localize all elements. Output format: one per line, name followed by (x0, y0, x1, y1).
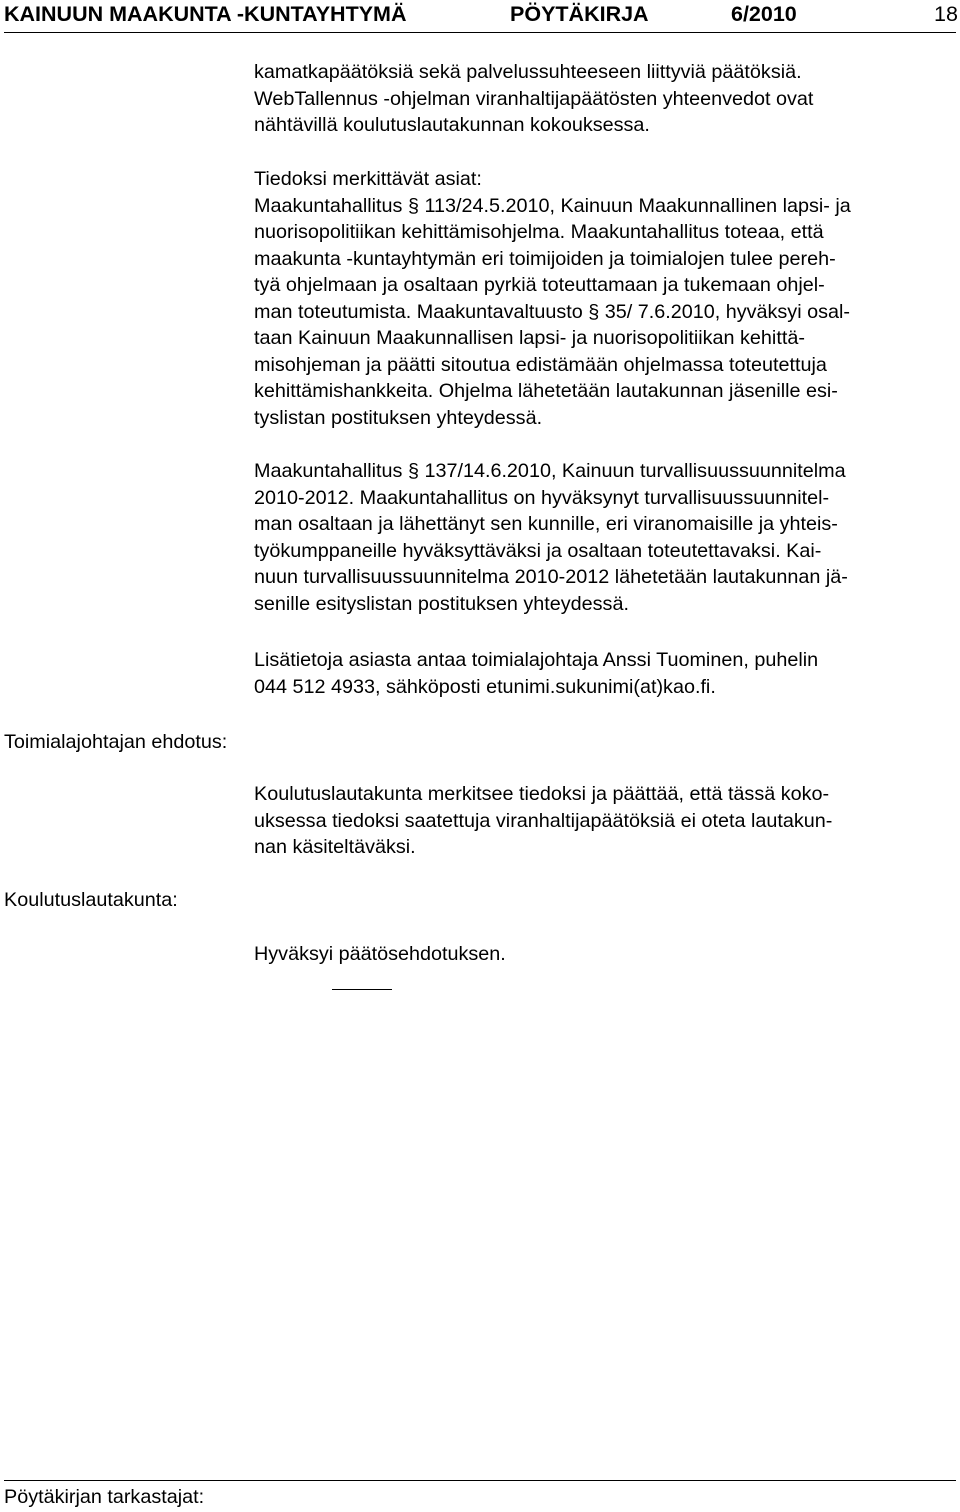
paragraph-line: nuorisopolitiikan kehittämisohjelma. Maakuntahallitus toteaa, että (254, 221, 824, 243)
paragraph-line: kehittämishankkeita. Ohjelma lähetetään lautakunnan jäsenille esi- (254, 380, 838, 402)
paragraph-line: tyä ohjelmaan ja osaltaan pyrkiä toteuttamaan ja tukemaan ohjel- (254, 274, 825, 296)
document-header (0, 0, 960, 34)
paragraph-line: nuun turvallisuussuunnitelma 2010-2012 lähetetään lautakunnan jä- (254, 566, 848, 588)
section-end-divider (332, 989, 392, 990)
paragraph-line: nähtävillä koulutuslautakunnan kokouksessa. (254, 114, 650, 136)
paragraph-line: Koulutuslautakunta merkitsee tiedoksi ja päättää, että tässä koko- (254, 783, 830, 805)
footer-divider (4, 1480, 956, 1481)
security-plan-paragraph (254, 458, 958, 617)
paragraph-line: 2010-2012. Maakuntahallitus on hyväksynyt turvallisuussuunnitel- (254, 486, 830, 509)
paragraph-line: senille esityslistan postituksen yhteydessä. (254, 592, 629, 615)
page-number: 18 (934, 2, 958, 26)
issue-number: 6/2010 (731, 2, 797, 26)
proposal-paragraph (254, 781, 958, 861)
paragraph-line: Tiedoksi merkittävät asiat: (254, 168, 482, 190)
paragraph-line: työkumppaneille hyväksyttäväksi ja osaltaan toteutettavaksi. Kai- (254, 539, 822, 562)
paragraph-line: maakunta -kuntayhtymän eri toimijoiden ja toimialojen tulee pereh- (254, 247, 836, 270)
paragraph-line: WebTallennus -ohjelman viranhaltijapäätösten yhteenvedot ovat (254, 87, 814, 110)
paragraph-line: kamatkapäätöksiä sekä palvelussuhteeseen liittyviä päätöksiä. (254, 61, 802, 83)
paragraph-line: man osaltaan ja lähettänyt sen kunnille, eri viranomaisille ja yhteis- (254, 513, 838, 535)
paragraph-line: tyslistan postituksen yhteydessä. (254, 406, 543, 429)
intro-paragraph (254, 59, 958, 139)
document-type: PÖYTÄKIRJA (510, 2, 649, 26)
minutes-checkers-label: Pöytäkirjan tarkastajat: (4, 1486, 205, 1508)
contact-paragraph (254, 647, 958, 700)
paragraph-line: man toteutumista. Maakuntavaltuusto § 35/ 7.6.2010, hyväksyi osal- (254, 300, 850, 323)
paragraph-line: Maakuntahallitus § 113/24.5.2010, Kainuun Maakunnallinen lapsi- ja (254, 194, 851, 217)
notice-paragraph (254, 166, 958, 431)
decision-label: Koulutuslautakunta: (4, 889, 178, 911)
paragraph-line: Maakuntahallitus § 137/14.6.2010, Kainuun turvallisuussuunnitelma (254, 460, 846, 482)
header-divider (4, 32, 956, 33)
decision-paragraph (254, 941, 958, 968)
paragraph-line: 044 512 4933, sähköposti etunimi.sukunimi(at)kao.fi. (254, 675, 716, 698)
paragraph-line: misohjeman ja päätti sitoutua edistämään ohjelmassa toteutettuja (254, 353, 827, 376)
paragraph-line: taan Kainuun Maakunnallisen lapsi- ja nuorisopolitiikan kehittä- (254, 327, 805, 349)
paragraph-line: Hyväksyi päätösehdotuksen. (254, 943, 506, 965)
organization-name: KAINUUN MAAKUNTA -KUNTAYHTYMÄ (4, 2, 407, 26)
paragraph-line: nan käsiteltäväksi. (254, 836, 416, 858)
paragraph-line: Lisätietoja asiasta antaa toimialajohtaja Anssi Tuominen, puhelin (254, 649, 819, 671)
paragraph-line: uksessa tiedoksi saatettuja viranhaltijapäätöksiä ei oteta lautakun- (254, 809, 833, 832)
proposal-label: Toimialajohtajan ehdotus: (4, 731, 228, 753)
